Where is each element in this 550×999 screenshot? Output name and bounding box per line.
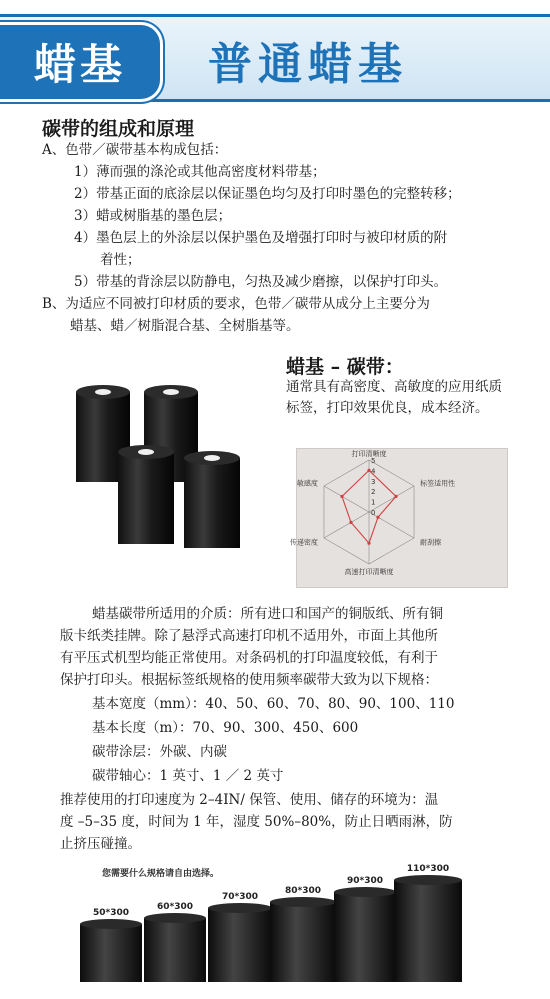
radar-data-point xyxy=(349,521,352,524)
list-item: 2）带基正面的底涂层以保证墨色均匀及打印时墨色的完整转移； xyxy=(74,186,461,202)
size-label: 80*300 xyxy=(284,886,322,896)
page-title: 普通蜡基 xyxy=(208,39,408,90)
ribbon-rolls-image xyxy=(64,380,264,552)
list-item: 4）墨色层上的外涂层以保护墨色及增强打印时与被印材质的附 xyxy=(74,230,448,246)
body-line: 度 –5–35 度，时间为 1 年，湿度 50%–80%，防止日晒雨淋，防 xyxy=(60,814,453,830)
radar-tick-label: 4 xyxy=(371,467,376,476)
roll xyxy=(118,445,174,544)
size-roll xyxy=(270,886,336,982)
roll-top xyxy=(270,897,336,907)
size-roll xyxy=(334,876,396,982)
roll-top xyxy=(394,875,462,885)
size-caption: 您需要什么规格请自由选择。 xyxy=(102,869,220,879)
roll-body xyxy=(270,902,336,982)
radar-axis-label: 高速打印清晰度 xyxy=(344,568,394,576)
roll-top xyxy=(144,913,206,923)
radar-data-point xyxy=(376,516,379,519)
size-roll xyxy=(208,892,272,982)
category-tag: 蜡基 xyxy=(0,22,163,102)
performance-radar-chart xyxy=(289,448,508,588)
radar-data-point xyxy=(367,469,370,472)
header-banner xyxy=(0,14,550,102)
roll-top xyxy=(80,919,142,929)
size-label: 70*300 xyxy=(221,892,259,902)
roll-body xyxy=(334,892,396,982)
size-label: 110*300 xyxy=(406,864,450,874)
radar-axis-line xyxy=(369,486,414,512)
size-label: 90*300 xyxy=(346,876,384,886)
roll-top xyxy=(208,903,272,913)
radar-tick-label: 5 xyxy=(371,457,376,465)
radar-axis-label: 标签适用性 xyxy=(420,479,456,488)
roll-top xyxy=(334,887,396,897)
radar-data-point xyxy=(394,495,397,498)
roll-body xyxy=(144,918,206,982)
size-roll xyxy=(144,902,206,982)
radar-axis-label: 传递密度 xyxy=(289,538,318,547)
section-b-heading: B、为适应不同被打印材质的要求，色带／碳带从成分上主要分为 xyxy=(42,296,430,312)
body-line: 止挤压碰撞。 xyxy=(60,836,141,852)
size-roll xyxy=(394,864,462,982)
body-line: 保护打印头。根据标签纸规格的使用频率碳带大致为以下规格： xyxy=(60,672,438,688)
radar-chart-svg xyxy=(289,449,507,587)
size-label: 50*300 xyxy=(92,908,130,918)
roll-body xyxy=(394,880,462,982)
body-line: 有平压式机型均能正常使用。对条码机的打印温度较低，有利于 xyxy=(60,650,438,666)
body-line: 蜡基碳带所适用的介质：所有进口和国产的铜版纸、所有铜 xyxy=(92,606,443,622)
roll-body xyxy=(208,908,272,982)
section-a-heading: A、色带／碳带基本构成包括： xyxy=(42,142,228,158)
body-line: 版卡纸类挂牌。除了悬浮式高速打印机不适用外，市面上其他所 xyxy=(60,628,438,644)
product-title: 蜡基 – 碳带： xyxy=(286,356,404,378)
product-description: 通常具有高密度、高敏度的应用纸质标签，打印效果优良，成本经济。 xyxy=(286,379,502,416)
radar-tick-label: 3 xyxy=(371,477,376,486)
ribbon-size-strip-image xyxy=(72,862,472,992)
section-title: 碳带的组成和原理 xyxy=(42,118,195,140)
spec-length: 基本长度（m）：70、90、300、450、600 xyxy=(92,720,359,736)
roll-body xyxy=(80,924,142,982)
spec-width: 基本宽度（mm）：40、50、60、70、80、90、100、110 xyxy=(92,696,455,712)
size-roll xyxy=(80,908,142,982)
radar-tick-label: 2 xyxy=(371,488,376,497)
list-item: 着性； xyxy=(100,252,141,268)
spec-coating: 碳带涂层：外碳、内碳 xyxy=(92,744,227,760)
list-item: 1）薄而强的涤沦或其他高密度材料带基； xyxy=(74,164,326,180)
list-item: 5）带基的背涂层以防静电，匀热及减少磨擦，以保护打印头。 xyxy=(74,274,448,290)
size-label: 60*300 xyxy=(156,902,194,912)
section-b-continuation: 蜡基、蜡／树脂混合基、全树脂基等。 xyxy=(70,318,300,334)
radar-tick-label: 0 xyxy=(371,509,376,517)
radar-tick-label: 1 xyxy=(371,498,376,507)
radar-axis-line xyxy=(324,512,369,538)
spec-core: 碳带轴心：1 英寸、1 ／ 2 英寸 xyxy=(92,768,284,784)
radar-data-point xyxy=(367,542,370,545)
radar-axis-label: 打印清晰度 xyxy=(351,450,387,458)
list-item: 3）蜡或树脂基的墨色层； xyxy=(74,208,232,224)
body-line: 推荐使用的打印速度为 2–4IN/ 保管、使用、储存的环境为：温 xyxy=(60,792,439,808)
roll xyxy=(184,451,240,548)
radar-axis-label: 敏感度 xyxy=(296,479,318,488)
radar-data-point xyxy=(340,495,343,498)
radar-axis-label: 耐刮擦 xyxy=(420,538,442,547)
